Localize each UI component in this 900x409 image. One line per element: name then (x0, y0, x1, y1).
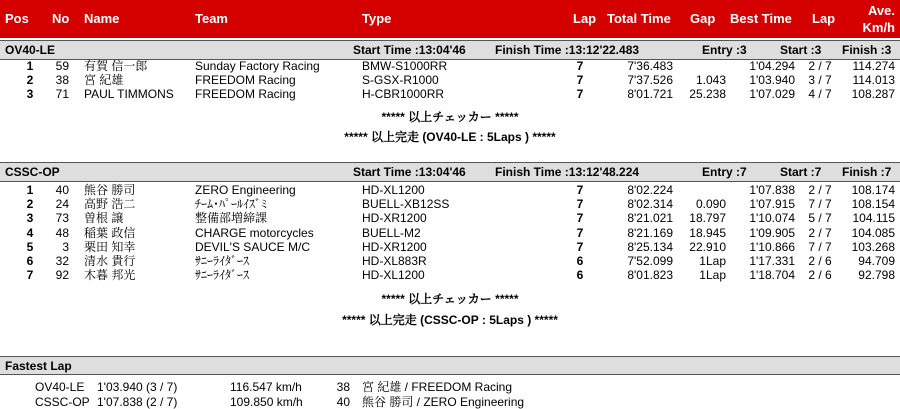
table-row (0, 240, 900, 254)
cell-best: 1'09.905 (749, 225, 795, 240)
cell-team: ﾁｰﾑ･ﾊﾟｰﾙｲｽﾞﾐ (195, 197, 268, 212)
cell-total: 8'01.823 (627, 268, 673, 283)
cell-blap: 7 / 7 (808, 239, 832, 254)
cell-lap: 7 (576, 59, 584, 73)
cell-name: 清水 貴行 (84, 254, 136, 268)
class-header-cssc (0, 162, 900, 182)
cell-no: 92 (55, 268, 69, 283)
cell-lap: 7 (576, 73, 584, 88)
entry-count: Entry :3 (702, 43, 747, 57)
col-total-time: Total Time (607, 11, 671, 26)
cell-gap: 18.797 (689, 211, 726, 226)
fastest-rider: 熊谷 勝司 / ZERO Engineering (362, 395, 525, 409)
cell-type: BUELL-M2 (362, 225, 421, 240)
fastest-speed: 109.850 km/h (230, 395, 303, 409)
cell-lap: 7 (576, 197, 584, 212)
cell-total: 8'01.721 (627, 87, 673, 102)
cell-total: 8'25.134 (627, 239, 673, 254)
fastest-time: 1'03.940 (3 / 7) (97, 380, 178, 394)
cell-team: CHARGE motorcycles (195, 225, 314, 240)
fastest-time: 1'07.838 (2 / 7) (97, 395, 178, 409)
table-row (0, 73, 900, 87)
cell-name: 木暮 邦光 (84, 268, 136, 283)
table-row (0, 254, 900, 268)
cell-gap: 1Lap (699, 268, 726, 283)
cell-type: HD-XL883R (362, 254, 427, 268)
col-average (850, 2, 895, 36)
cell-best: 1'03.940 (749, 73, 795, 88)
cell-name: 熊谷 勝司 (84, 183, 136, 197)
cell-blap: 2 / 7 (808, 59, 832, 73)
cell-lap: 6 (576, 254, 584, 268)
cell-best: 1'07.915 (749, 197, 795, 212)
entry-count: Entry :7 (702, 165, 747, 179)
finish-time: Finish Time :13:12'48.224 (495, 165, 640, 179)
cell-ave: 108.174 (851, 183, 895, 197)
cell-total: 7'52.099 (627, 254, 673, 268)
class-name: OV40-LE (5, 43, 56, 57)
cell-pos: 7 (26, 268, 34, 283)
cell-lap: 7 (576, 239, 584, 254)
cell-gap: 1Lap (699, 254, 726, 268)
cell-type: HD-XR1200 (362, 239, 427, 254)
cell-best: 1'10.866 (749, 239, 795, 254)
cell-pos: 2 (26, 197, 34, 212)
cell-pos: 3 (26, 87, 34, 102)
table-row (0, 59, 900, 73)
cell-total: 8'21.021 (627, 211, 673, 226)
col-best-time: Best Time (730, 11, 792, 26)
table-row (0, 211, 900, 225)
cell-no: 73 (55, 211, 69, 226)
cell-no: 3 (62, 239, 69, 254)
col-pos: Pos (5, 11, 29, 26)
cell-blap: 4 / 7 (808, 87, 832, 102)
cell-pos: 3 (26, 211, 34, 226)
cell-total: 7'36.483 (627, 59, 673, 73)
cell-name: 有賀 信一郎 (84, 59, 148, 73)
cell-name: PAUL TIMMONS (84, 87, 174, 102)
cell-no: 38 (55, 73, 69, 88)
cell-lap: 7 (576, 87, 584, 102)
cell-total: 7'37.526 (627, 73, 673, 88)
cell-team: Sunday Factory Racing (195, 59, 320, 73)
fastest-lap-row (0, 380, 900, 394)
cell-lap: 6 (576, 268, 584, 283)
cell-best: 1'07.838 (749, 183, 795, 197)
fastest-rider: 宮 紀雄 / FREEDOM Racing (362, 380, 513, 394)
cell-team: FREEDOM Racing (195, 73, 296, 88)
cell-lap: 7 (576, 225, 584, 240)
cell-blap: 2 / 7 (808, 225, 832, 240)
cell-pos: 1 (26, 183, 34, 197)
cell-best: 1'18.704 (749, 268, 795, 283)
cell-type: H-CBR1000RR (362, 87, 445, 102)
cell-lap: 7 (576, 211, 584, 226)
cell-best: 1'04.294 (749, 59, 795, 73)
start-count: Start :7 (780, 165, 822, 179)
cell-gap: 1.043 (695, 73, 726, 88)
col-average-top: Ave. (868, 3, 895, 18)
cell-blap: 5 / 7 (808, 211, 832, 226)
cell-total: 8'02.224 (627, 183, 673, 197)
class-name: CSSC-OP (5, 165, 60, 179)
cell-pos: 1 (26, 59, 34, 73)
cell-gap: 0.090 (695, 197, 726, 212)
cell-type: HD-XR1200 (362, 211, 427, 226)
col-lap: Lap (573, 11, 597, 26)
cell-no: 48 (55, 225, 69, 240)
cell-ave: 108.287 (851, 87, 895, 102)
cell-type: S-GSX-R1000 (362, 73, 439, 88)
start-time: Start Time :13:04'46 (353, 43, 466, 57)
cell-type: BMW-S1000RR (362, 59, 448, 73)
cell-ave: 92.798 (858, 268, 895, 283)
cell-lap: 7 (576, 183, 584, 197)
cell-gap: 25.238 (689, 87, 726, 102)
cell-type: HD-XL1200 (362, 183, 425, 197)
cell-name: 曽根 譲 (84, 211, 124, 226)
cell-name: 高野 浩二 (84, 197, 136, 212)
cell-no: 32 (55, 254, 69, 268)
cell-blap: 2 / 6 (808, 268, 832, 283)
fastest-lap-row (0, 395, 900, 409)
fastest-speed: 116.547 km/h (230, 380, 302, 394)
cell-blap: 2 / 7 (808, 183, 832, 197)
col-team: Team (195, 11, 228, 26)
cell-team: ｻﾆｰﾗｲﾀﾞｰｽ (195, 254, 250, 268)
cell-no: 59 (55, 59, 69, 73)
finish-time: Finish Time :13:12'22.483 (495, 43, 640, 57)
cell-name: 宮 紀雄 (84, 73, 124, 88)
cell-best: 1'10.074 (749, 211, 795, 226)
checker-note: ***** 以上チェッカー ***** (381, 292, 519, 306)
cell-best: 1'07.029 (749, 87, 795, 102)
checker-note: ***** 以上チェッカー ***** (381, 110, 519, 124)
finish-count: Finish :3 (842, 43, 892, 57)
cell-ave: 103.268 (851, 239, 895, 254)
start-count: Start :3 (780, 43, 822, 57)
cell-ave: 104.115 (852, 211, 895, 226)
fastest-no: 40 (336, 395, 350, 409)
fastest-lap-header (0, 356, 900, 375)
cell-ave: 94.709 (858, 254, 895, 268)
cell-no: 40 (55, 183, 69, 197)
cell-name: 栗田 知幸 (84, 239, 136, 254)
cell-ave: 108.154 (851, 197, 895, 212)
cell-no: 71 (55, 87, 69, 102)
table-row (0, 268, 900, 282)
cell-best: 1'17.331 (749, 254, 795, 268)
cell-type: BUELL-XB12SS (362, 197, 450, 212)
cell-ave: 114.013 (852, 73, 895, 88)
cell-blap: 2 / 6 (808, 254, 832, 268)
fastest-no: 38 (336, 380, 350, 394)
table-row (0, 183, 900, 197)
fastest-lap-title: Fastest Lap (5, 359, 72, 373)
cell-name: 稲葉 政信 (84, 225, 136, 240)
table-row (0, 87, 900, 101)
finish-summary: ***** 以上完走 (CSSC-OP : 5Laps ) ***** (342, 313, 558, 327)
cell-ave: 114.274 (852, 59, 895, 73)
cell-pos: 6 (26, 254, 34, 268)
cell-type: HD-XL1200 (362, 268, 425, 283)
table-row (0, 197, 900, 211)
col-gap: Gap (690, 11, 716, 26)
finish-summary: ***** 以上完走 (OV40-LE : 5Laps ) ***** (344, 130, 556, 144)
cell-total: 8'21.169 (627, 225, 673, 240)
cell-no: 24 (55, 197, 69, 212)
col-no: No (52, 11, 70, 26)
cell-pos: 4 (26, 225, 34, 240)
col-best-lap: Lap (812, 11, 836, 26)
cell-team: DEVIL'S SAUCE M/C (195, 239, 310, 254)
start-time: Start Time :13:04'46 (353, 165, 466, 179)
cell-team: ｻﾆｰﾗｲﾀﾞｰｽ (195, 268, 250, 283)
cell-blap: 3 / 7 (808, 73, 832, 88)
cell-blap: 7 / 7 (808, 197, 832, 212)
cell-total: 8'02.314 (627, 197, 673, 212)
cell-team: 整備部増締課 (195, 211, 268, 226)
cell-gap: 22.910 (689, 239, 726, 254)
class-header-ov40 (0, 40, 900, 60)
results-header (0, 0, 900, 38)
cell-pos: 2 (26, 73, 34, 88)
cell-ave: 104.085 (851, 225, 895, 240)
col-name: Name (84, 11, 120, 26)
cell-gap: 18.945 (689, 225, 726, 240)
col-type: Type (362, 11, 392, 26)
table-row (0, 226, 900, 240)
cell-team: ZERO Engineering (195, 183, 296, 197)
finish-count: Finish :7 (842, 165, 892, 179)
cell-pos: 5 (26, 239, 34, 254)
col-average-unit: Km/h (862, 20, 895, 35)
cell-team: FREEDOM Racing (195, 87, 296, 102)
fastest-cls: OV40-LE (35, 380, 85, 394)
fastest-cls: CSSC-OP (35, 395, 90, 409)
